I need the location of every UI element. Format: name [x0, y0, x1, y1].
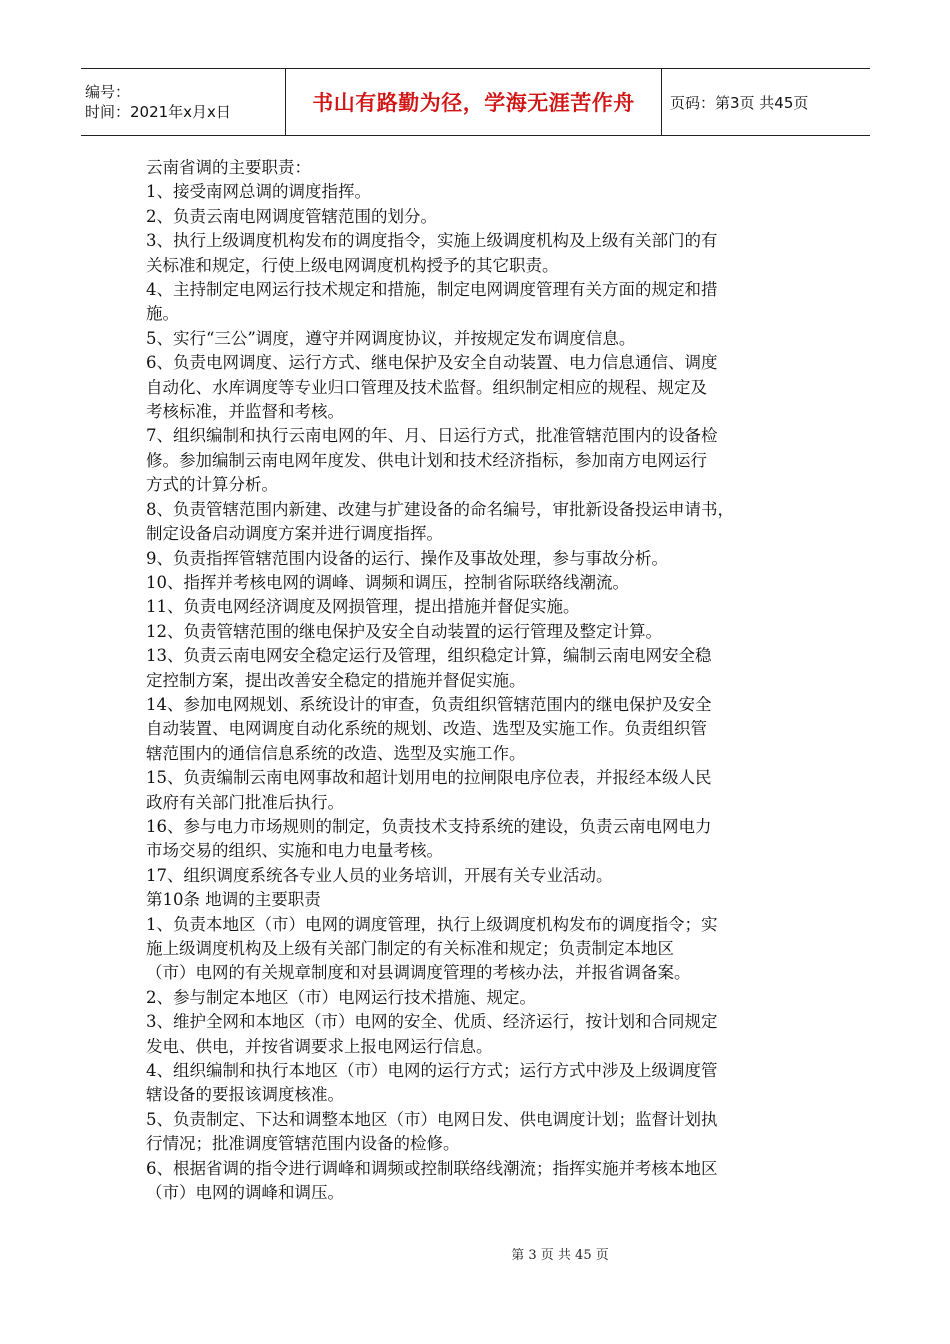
body-line: 考核标准，并监督和考核。: [146, 402, 344, 422]
body-line: 定控制方案，提出改善安全稳定的措施并督促实施。: [146, 670, 526, 690]
document-number-label: 编号：: [85, 83, 131, 101]
body-line: 云南省调的主要职责：: [146, 158, 311, 177]
body-line: 关标准和规定，行使上级电网调度机构授予的其它职责。: [146, 255, 559, 275]
body-line: 市场交易的组织、实施和电力电量考核。: [146, 841, 443, 861]
body-line: 自动装置、电网调度自动化系统的规划、改造、选型及实施工作。负责组织管: [146, 719, 707, 739]
body-line: 2、参与制定本地区（市）电网运行技术措施、规定。: [146, 987, 536, 1007]
page-footer: [0, 1244, 950, 1263]
footer-page-number: 第 3 页 共 45 页: [511, 1248, 609, 1263]
body-line: 辖范围内的通信信息系统的改造、选型及实施工作。: [146, 743, 526, 763]
body-line: 9、负责指挥管辖范围内设备的运行、操作及事故处理，参与事故分析。: [146, 548, 668, 568]
body-line: 行情况；批准调度管辖范围内设备的检修。: [146, 1134, 460, 1154]
body-line: 13、负责云南电网安全稳定运行及管理，组织稳定计算，编制云南电网安全稳: [146, 646, 712, 666]
body-line: 发电、供电，并按省调要求上报电网运行信息。: [146, 1036, 493, 1056]
document-body: [146, 156, 806, 1205]
body-line: 5、负责制定、下达和调整本地区（市）电网日发、供电调度计划；监督计划执: [146, 1109, 718, 1129]
body-line: 8、负责管辖范围内新建、改建与扩建设备的命名编号，审批新设备投运申请书，: [146, 499, 734, 519]
header-meta: [81, 69, 285, 135]
body-line: 1、接受南网总调的调度指挥。: [146, 182, 371, 202]
body-line: 4、主持制定电网运行技术规定和措施，制定电网调度管理有关方面的规定和措: [146, 280, 718, 300]
body-line: 16、参与电力市场规则的制定，负责技术支持系统的建设，负责云南电网电力: [146, 816, 712, 836]
body-line: 施上级调度机构及上级有关部门制定的有关标准和规定；负责制定本地区: [146, 939, 674, 958]
body-line: 12、负责管辖范围的继电保护及安全自动装置的运行管理及整定计算。: [146, 621, 662, 641]
body-line: 3、维护全网和本地区（市）电网的安全、优质、经济运行，按计划和合同规定: [146, 1012, 718, 1032]
body-line: 6、根据省调的指令进行调峰和调频或控制联络线潮流；指挥实施并考核本地区: [146, 1158, 718, 1178]
document-time-label: 时间：2021年x月x日: [85, 103, 231, 121]
body-line: 施。: [146, 304, 179, 324]
body-line: 自动化、水库调度等专业归口管理及技术监督。组织制定相应的规程、规定及: [146, 377, 707, 397]
body-line: 1、负责本地区（市）电网的调度管理，执行上级调度机构发布的调度指令；实: [146, 914, 718, 934]
body-line: 7、组织编制和执行云南电网的年、月、日运行方式，批准管辖范围内的设备检: [146, 426, 718, 446]
body-line: 6、负责电网调度、运行方式、继电保护及安全自动装置、电力信息通信、调度: [146, 353, 718, 373]
body-line: 10、指挥并考核电网的调峰、调频和调压，控制省际联络线潮流。: [146, 572, 629, 592]
body-line: 第10条 地调的主要职责: [146, 890, 321, 910]
body-line: 14、参加电网规划、系统设计的审查，负责组织管辖范围内的继电保护及安全: [146, 694, 712, 714]
body-line: 制定设备启动调度方案并进行调度指挥。: [146, 524, 443, 544]
body-line: 11、负责电网经济调度及网损管理，提出措施并督促实施。: [146, 597, 580, 617]
body-line: 辖设备的要报该调度核准。: [146, 1085, 344, 1105]
body-line: （市）电网的有关规章制度和对县调调度管理的考核办法，并报省调备案。: [146, 963, 691, 983]
header-page-info: 页码：第3页 共45页: [670, 93, 809, 112]
body-line: 政府有关部门批准后执行。: [146, 792, 344, 812]
page-header: [81, 68, 870, 136]
body-line: 2、负责云南电网调度管辖范围的划分。: [146, 206, 437, 226]
body-line: 17、组织调度系统各专业人员的业务培训，开展有关专业活动。: [146, 865, 613, 885]
body-line: 5、实行“三公”调度，遵守并网调度协议，并按规定发布调度信息。: [146, 328, 636, 348]
body-line: 15、负责编制云南电网事故和超计划用电的拉闸限电序位表，并报经本级人民: [146, 768, 712, 788]
body-line: 3、执行上级调度机构发布的调度指令，实施上级调度机构及上级有关部门的有: [146, 231, 718, 251]
body-line: 修。参加编制云南电网年度发、供电计划和技术经济指标，参加南方电网运行: [146, 450, 707, 470]
body-line: 4、组织编制和执行本地区（市）电网的运行方式；运行方式中涉及上级调度管: [146, 1061, 718, 1081]
header-motto: 书山有路勤为径，学海无涯苦作舟: [285, 69, 662, 135]
body-line: 方式的计算分析。: [146, 475, 278, 495]
body-line: （市）电网的调峰和调压。: [146, 1183, 344, 1203]
